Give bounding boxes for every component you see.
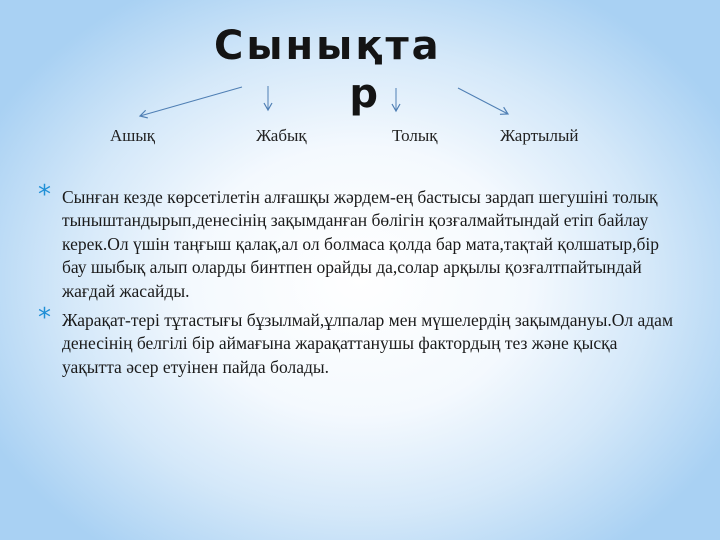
- category-complete: Толық: [392, 126, 438, 145]
- category-partial: Жартылый: [500, 126, 579, 145]
- bullet-item: [38, 303, 678, 379]
- bullet-list: [38, 180, 678, 385]
- bullet-text: Сынған кезде көрсетілетін алғашқы жәрдем-ең бастысы зардап шегушіні толық тыныштандырып,денесінің зақымданған бөлігін қозғалмайтындай етіп байлау керек.Ол үшін таңғыш қалақ,ал ол болмаса қолда бар мата,тақтай қолшатыр,бір бау шыбық алып оларды бинтпен орайды да,солар арқылы қозғалтпайтындай жағдай жасайды.: [62, 187, 659, 301]
- bullet-star-icon: *: [38, 180, 51, 210]
- category-closed: Жабық: [256, 126, 307, 145]
- slide-title: Сынықта р: [214, 23, 442, 117]
- arrow-to-partial: [458, 88, 508, 114]
- arrow-to-open: [140, 87, 242, 116]
- category-open: Ашық: [110, 126, 156, 145]
- bullet-item: [38, 180, 678, 303]
- bullet-text: Жарақат-тері тұтастығы бұзылмай,ұлпалар мен мүшелердің зақымдануы.Ол адам денесінің белгілі бір аймағына жарақаттанушы фактордың тез және қысқа уақытта әсер етуінен пайда болады.: [62, 310, 674, 377]
- bullet-star-icon: *: [38, 303, 51, 334]
